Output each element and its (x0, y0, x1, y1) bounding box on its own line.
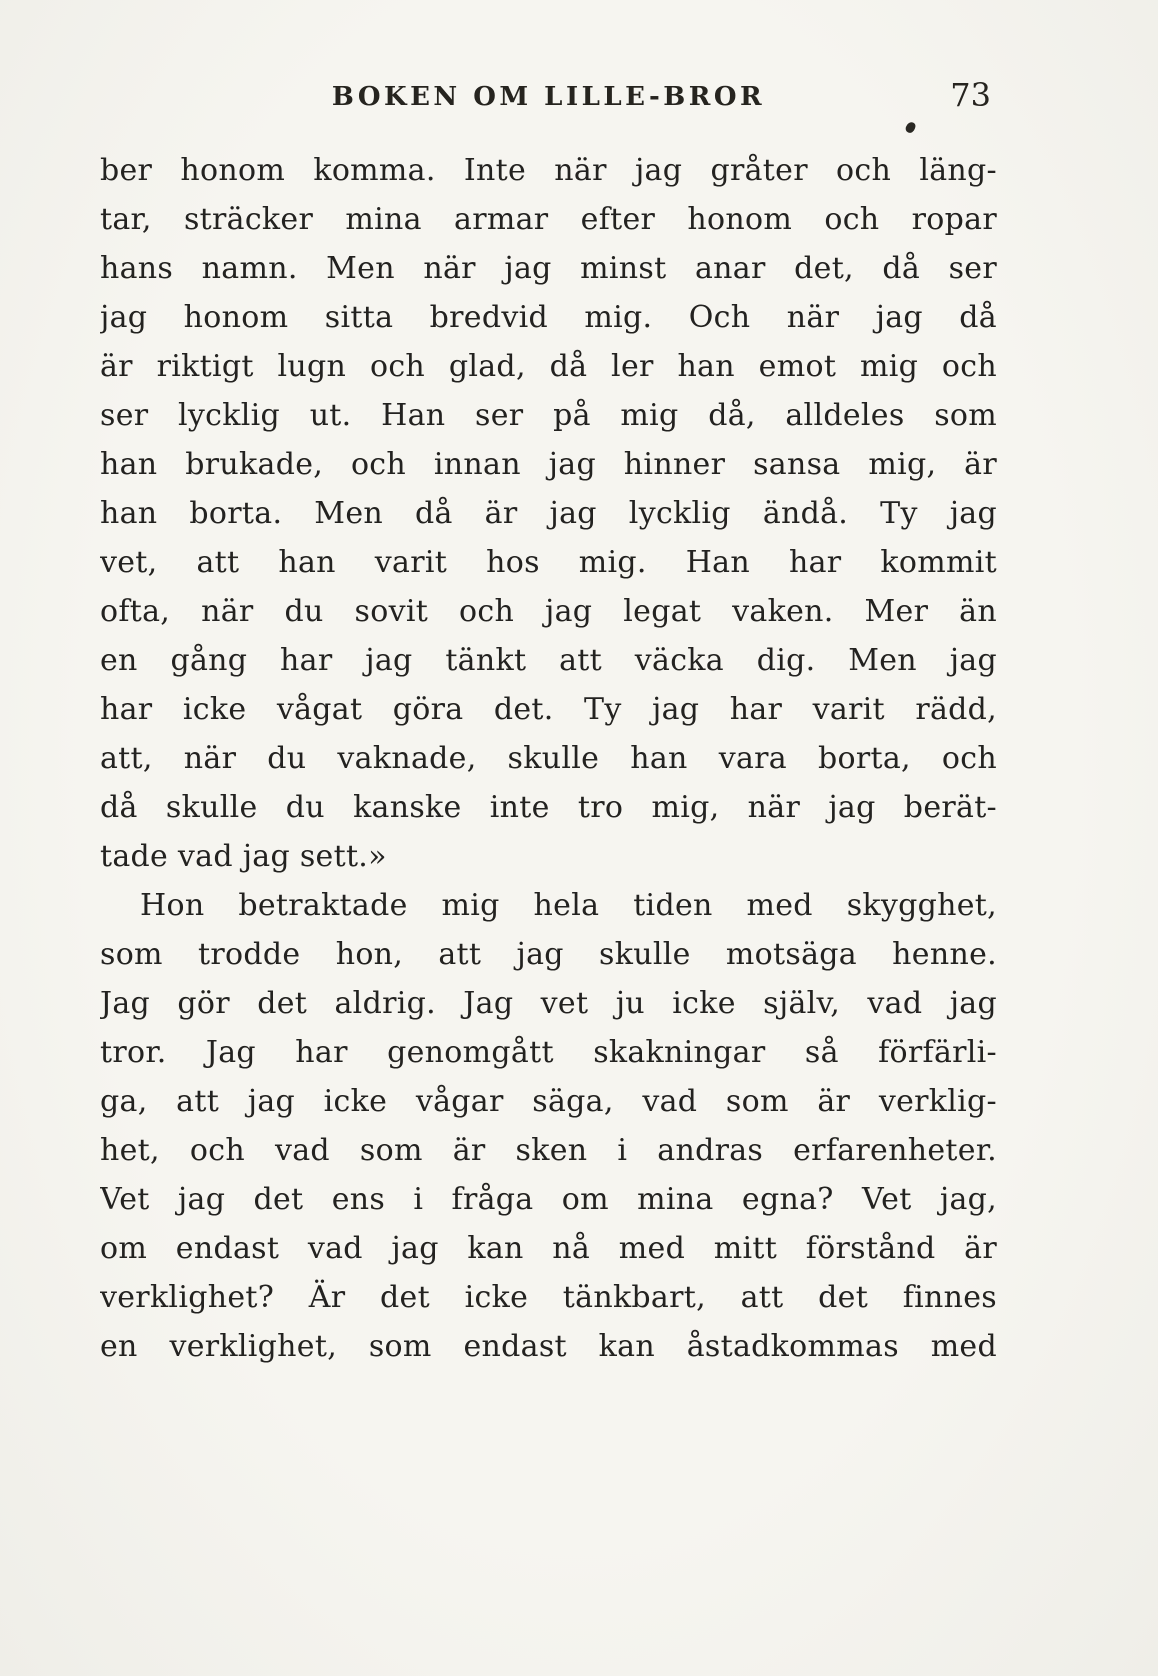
text-line: verklighet? Är det icke tänkbart, att det finnes (100, 1280, 997, 1315)
text-line: är riktigt lugn och glad, då ler han emot mig och (100, 349, 997, 384)
text-line: vet, att han varit hos mig. Han har kommit (100, 545, 997, 580)
text-line: har icke vågat göra det. Ty jag har varit rädd, (100, 692, 997, 727)
text-line: en verklighet, som endast kan åstadkommas med (100, 1329, 997, 1364)
paragraph (100, 146, 997, 881)
page-number: 73 (950, 76, 991, 114)
text-line: tar, sträcker mina armar efter honom och ropar (100, 202, 997, 237)
text-line: jag honom sitta bredvid mig. Och när jag då (100, 300, 997, 335)
text-line: ga, att jag icke vågar säga, vad som är verklig- (100, 1084, 997, 1119)
text-line: Hon betraktade mig hela tiden med skygghet, (140, 888, 997, 923)
text-line: Jag gör det aldrig. Jag vet ju icke själv, vad jag (100, 986, 997, 1021)
text-line: ofta, när du sovit och jag legat vaken. Mer än (100, 594, 997, 629)
text-line: han brukade, och innan jag hinner sansa mig, är (100, 447, 997, 482)
text-line: tror. Jag har genomgått skakningar så förfärli- (100, 1035, 997, 1070)
running-title: BOKEN OM LILLE-BROR (331, 82, 766, 112)
text-line: att, när du vaknade, skulle han vara borta, och (100, 741, 997, 776)
text-line: som trodde hon, att jag skulle motsäga henne. (100, 937, 997, 972)
paragraph (100, 881, 997, 1371)
text-line: en gång har jag tänkt att väcka dig. Men jag (100, 643, 997, 678)
body-text (100, 146, 997, 1371)
text-line: tade vad jag sett.» (100, 839, 387, 874)
text-line: hans namn. Men när jag minst anar det, då ser (100, 251, 997, 286)
text-line: Vet jag det ens i fråga om mina egna? Vet jag, (100, 1182, 997, 1217)
text-line: om endast vad jag kan nå med mitt förstånd är (100, 1231, 997, 1266)
text-line: då skulle du kanske inte tro mig, när jag berät- (100, 790, 997, 825)
ink-speck-artifact (905, 121, 917, 134)
text-line: het, och vad som är sken i andras erfarenheter. (100, 1133, 997, 1168)
text-line: ser lycklig ut. Han ser på mig då, alldeles som (100, 398, 997, 433)
page-header (100, 76, 997, 126)
text-line: han borta. Men då är jag lycklig ändå. Ty jag (100, 496, 997, 531)
text-line: ber honom komma. Inte när jag gråter och läng- (100, 153, 997, 188)
